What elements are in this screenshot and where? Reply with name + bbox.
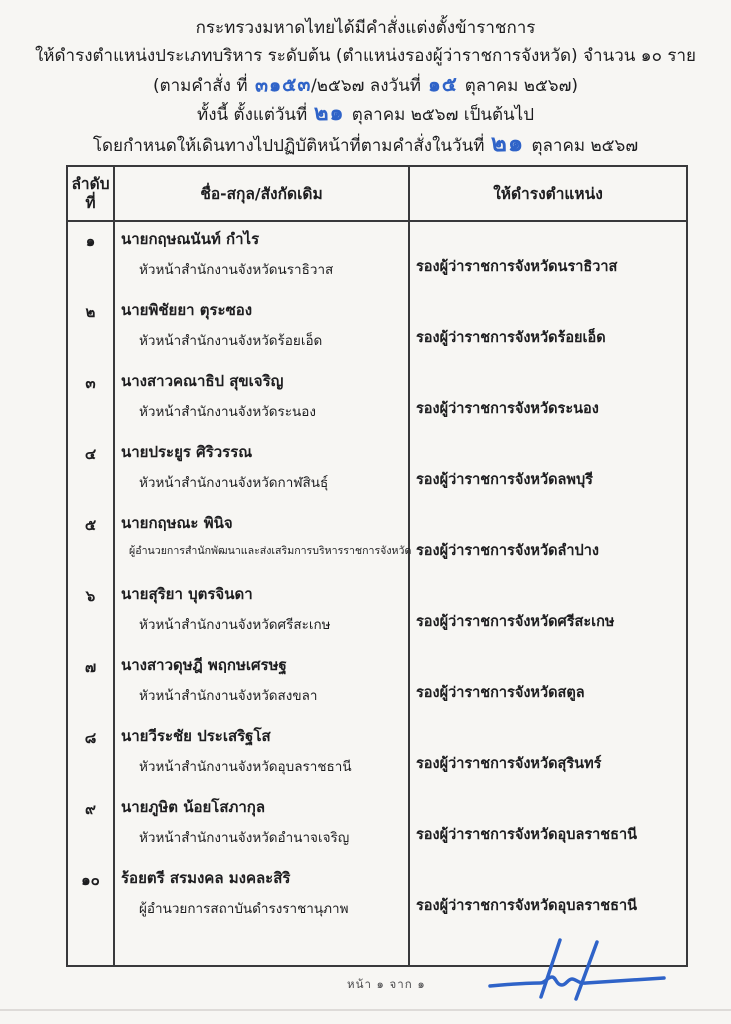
person-name: นายสุริยา บุตรจินดา xyxy=(121,585,253,603)
person-origin: หัวหน้าสำนักงานจังหวัดสงขลา xyxy=(139,688,318,704)
row-number: ๑๐ xyxy=(81,871,100,889)
person-name: นายวีระชัย ประเสริฐโส xyxy=(121,727,271,745)
table-row-name-cell xyxy=(115,364,408,435)
person-name: ร้อยตรี สรมงคล มงคละสิริ xyxy=(121,869,291,887)
appointed-position: รองผู้ว่าราชการจังหวัดอุบลราชธานี xyxy=(416,827,638,843)
row-number: ๔ xyxy=(84,445,97,463)
table-header-row xyxy=(68,167,686,222)
order-reference-suffix: ตุลาคม ๒๕๖๗) xyxy=(464,76,579,96)
appointment-table xyxy=(66,165,688,967)
appointed-position: รองผู้ว่าราชการจังหวัดสุรินทร์ xyxy=(416,756,602,772)
person-name: นายประยูร ศิริวรรณ xyxy=(121,443,253,461)
effective-date-text: ทั้งนี้ ตั้งแต่วันที่ xyxy=(197,105,308,125)
row-number: ๗ xyxy=(84,658,97,676)
new-position-column xyxy=(410,222,686,966)
row-number: ๙ xyxy=(85,800,96,818)
column-header-number xyxy=(68,167,115,220)
appointed-position: รองผู้ว่าราชการจังหวัดระนอง xyxy=(416,401,599,417)
row-number: ๒ xyxy=(85,303,96,321)
handwritten-sign-date: ๑๕ xyxy=(427,71,458,97)
person-name: นายภูษิต น้อยโสภากุล xyxy=(121,798,266,816)
table-row-name-cell xyxy=(115,222,408,293)
person-name: นางสาวคณาธิป สุขเจริญ xyxy=(121,372,284,390)
person-origin: หัวหน้าสำนักงานจังหวัดศรีสะเกษ xyxy=(139,617,331,633)
appointed-position: รองผู้ว่าราชการจังหวัดอุบลราชธานี xyxy=(416,898,638,914)
person-origin: หัวหน้าสำนักงานจังหวัดร้อยเอ็ด xyxy=(139,333,323,349)
table-row-name-cell xyxy=(115,293,408,364)
appointed-position: รองผู้ว่าราชการจังหวัดลำปาง xyxy=(416,543,599,559)
order-reference-text: (ตามคำสั่ง ที่ xyxy=(152,76,248,96)
table-row-name-cell xyxy=(115,648,408,719)
header-line-3 xyxy=(0,70,731,100)
table-row-name-cell xyxy=(115,861,408,932)
header-line-2: ให้ดำรงตำแหน่งประเภทบริหาร ระดับต้น (ตำแหน่งรองผู้ว่าราชการจังหวัด) จำนวน ๑๐ ราย xyxy=(34,46,697,66)
header-line-1: กระทรวงมหาดไทยได้มีคำสั่งแต่งตั้งข้าราชการ xyxy=(195,18,536,38)
table-row-name-cell xyxy=(115,790,408,861)
travel-date-text: โดยกำหนดให้เดินทางไปปฏิบัติหน้าที่ตามคำสั่งในวันที่ xyxy=(92,136,485,156)
handwritten-travel-date: ๒๑ xyxy=(491,128,525,158)
order-reference-mid: /๒๕๖๗ ลงวันที่ xyxy=(311,76,421,96)
table-body xyxy=(68,222,686,966)
row-number: ๓ xyxy=(85,374,96,392)
column-header-position: ให้ดำรงตำแหน่ง xyxy=(493,185,603,203)
person-origin: หัวหน้าสำนักงานจังหวัดนราธิวาส xyxy=(139,262,334,278)
column-header-number-line2: ที่ xyxy=(85,193,96,212)
page-number-label: หน้า ๑ จาก ๑ xyxy=(347,977,426,991)
document-header xyxy=(0,14,731,160)
appointed-position: รองผู้ว่าราชการจังหวัดลพบุรี xyxy=(416,472,593,488)
table-row-name-cell xyxy=(115,719,408,790)
person-name: นางสาวดุษฎี พฤกษเศรษฐ xyxy=(121,656,287,674)
header-line-4 xyxy=(0,100,731,129)
person-origin: หัวหน้าสำนักงานจังหวัดระนอง xyxy=(139,404,316,420)
appointed-position: รองผู้ว่าราชการจังหวัดสตูล xyxy=(416,685,585,701)
effective-date-suffix: ตุลาคม ๒๕๖๗ เป็นต้นไป xyxy=(351,105,534,125)
row-number: ๖ xyxy=(85,587,96,605)
person-origin: ผู้อำนวยการสำนักพัฒนาและส่งเสริมการบริหารราชการจังหวัด xyxy=(129,545,412,557)
travel-date-suffix: ตุลาคม ๒๕๖๗ xyxy=(531,136,639,156)
handwritten-order-number: ๓๑๕๓ xyxy=(254,73,312,97)
table-row-name-cell xyxy=(115,577,408,648)
number-column xyxy=(68,222,115,966)
appointed-position: รองผู้ว่าราชการจังหวัดศรีสะเกษ xyxy=(416,614,615,630)
person-origin: หัวหน้าสำนักงานจังหวัดอุบลราชธานี xyxy=(139,759,352,775)
person-name: นายพิชัยยา ตุระซอง xyxy=(121,301,253,319)
table-row-name-cell xyxy=(115,506,412,577)
row-number: ๘ xyxy=(84,729,97,747)
person-origin: หัวหน้าสำนักงานจังหวัดอำนาจเจริญ xyxy=(139,830,350,846)
signature-mark xyxy=(478,933,678,1003)
appointed-position: รองผู้ว่าราชการจังหวัดนราธิวาส xyxy=(416,259,618,275)
header-line-5 xyxy=(0,129,731,160)
person-name: นายกฤษณะ พินิจ xyxy=(121,514,233,532)
person-origin: หัวหน้าสำนักงานจังหวัดกาฬสินธุ์ xyxy=(139,475,329,491)
row-number: ๑ xyxy=(85,232,96,250)
table-row-name-cell xyxy=(115,435,408,506)
handwritten-effective-date: ๒๑ xyxy=(314,100,345,127)
column-header-name: ชื่อ-สกุล/สังกัดเดิม xyxy=(115,167,410,220)
scan-artifact-line xyxy=(0,1009,731,1011)
person-name: นายกฤษณนันท์ กำไร xyxy=(121,230,260,248)
row-number: ๕ xyxy=(84,516,97,534)
appointed-position: รองผู้ว่าราชการจังหวัดร้อยเอ็ด xyxy=(416,330,606,346)
name-origin-column xyxy=(115,222,410,966)
column-header-number-line1: ลำดับ xyxy=(71,174,110,193)
person-origin: ผู้อำนวยการสถาบันดำรงราชานุภาพ xyxy=(139,901,349,917)
